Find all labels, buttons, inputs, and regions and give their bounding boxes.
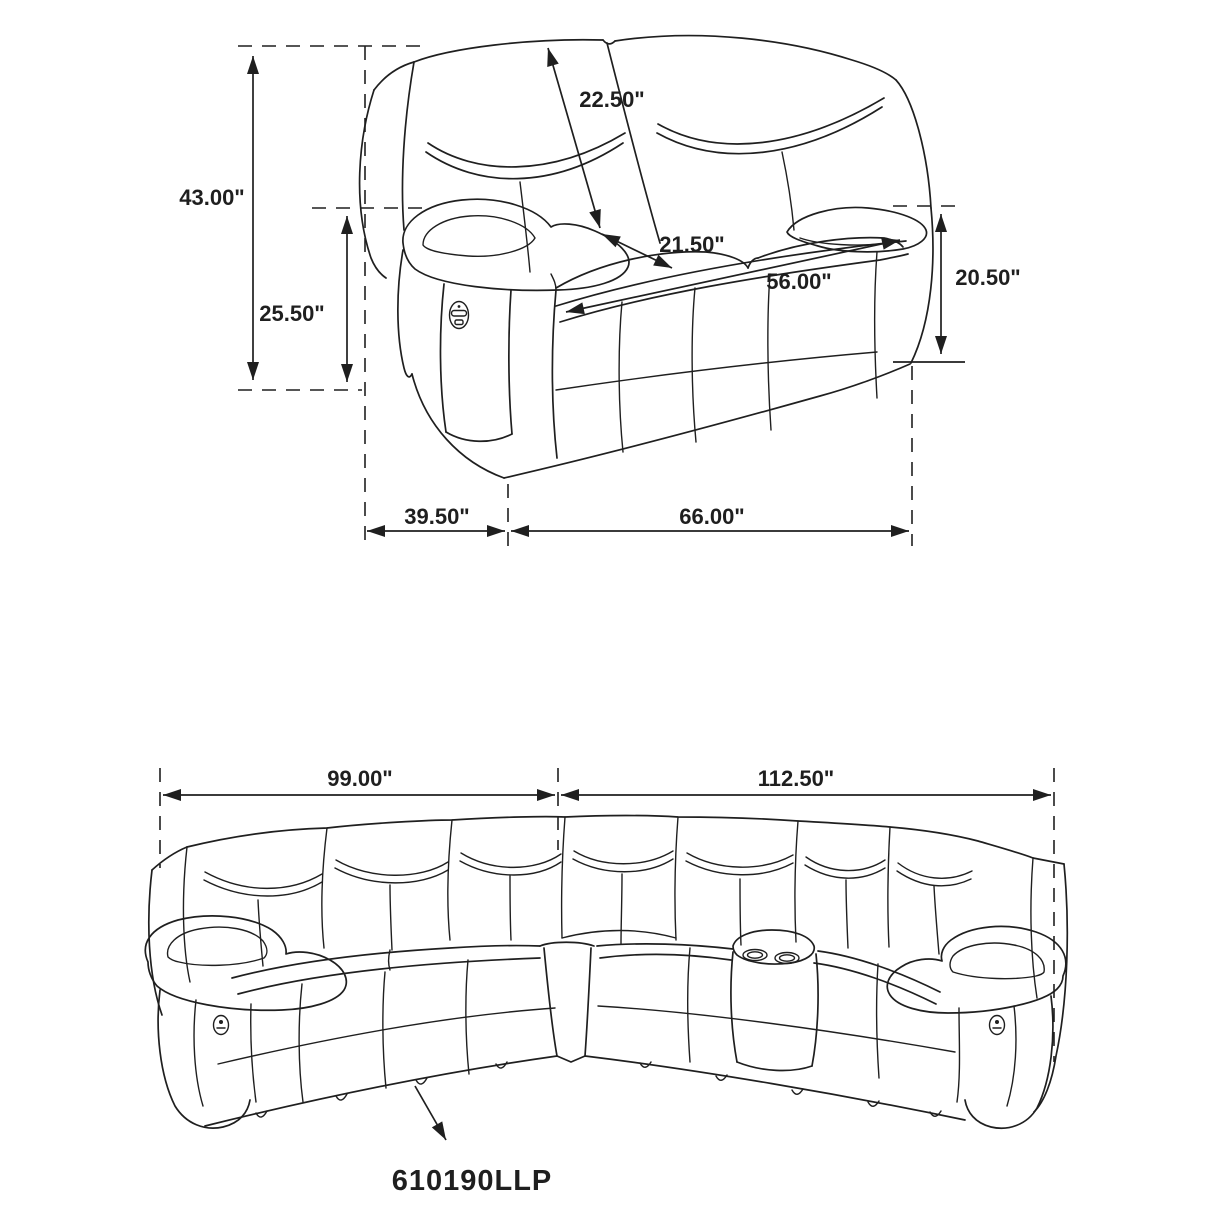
model-number-label: 610190LLP [391,1165,553,1197]
power-button-icon [450,302,469,329]
dim-overall-height: 43.00" [179,185,245,210]
dim-seat-width: 56.00" [766,269,832,294]
power-button-icon [214,1016,229,1035]
dim-overall-depth: 39.50" [404,504,470,529]
power-button-icon [990,1016,1005,1035]
dim-sectional-right-width: 112.50" [757,766,835,791]
dim-overall-width: 66.00" [679,504,745,529]
sectional-drawing [145,816,1067,1129]
dim-sectional-left-width: 99.00" [327,766,393,791]
loveseat-drawing [360,36,933,478]
loveseat-dimensions [179,46,1020,546]
dim-arm-height: 25.50" [259,301,325,326]
dim-back-cushion-height: 22.50" [579,87,645,112]
dim-arm-front-height: 20.50" [955,265,1021,290]
console-cupholders-icon [731,930,818,1071]
dim-seat-depth: 21.50" [659,232,725,257]
